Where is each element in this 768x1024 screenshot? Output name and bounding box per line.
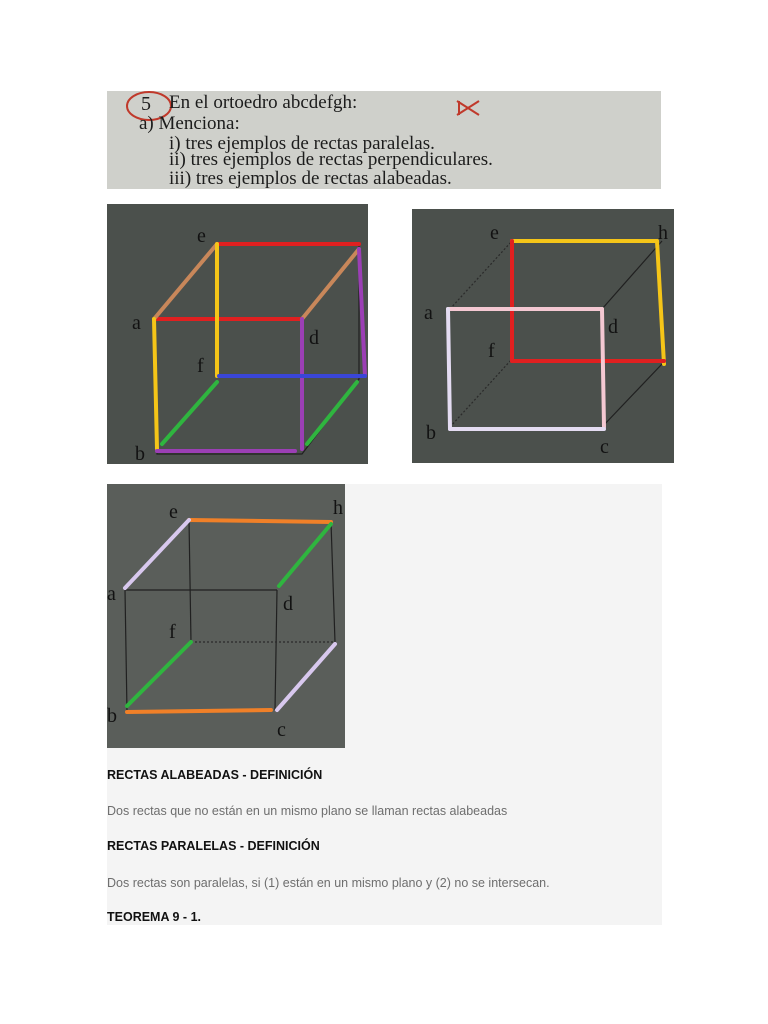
x-mark-icon	[457, 101, 479, 115]
vertex-label-c: c	[277, 719, 286, 741]
vertex-label-f: f	[169, 621, 176, 643]
exercise-line-3: i) tres ejemplos de rectas paralelas.	[169, 133, 435, 154]
exercise-scan	[107, 91, 661, 189]
vertex-label-h: h	[333, 497, 343, 519]
vertex-label-b: b	[135, 443, 145, 464]
vertex-label-c: c	[600, 436, 609, 458]
exercise-line-4: ii) tres ejemplos de rectas perpendiculares.	[169, 149, 493, 170]
heading-rectas-paralelas: RECTAS PARALELAS - DEFINICIÓN	[107, 839, 320, 853]
exercise-number: 5	[141, 93, 151, 115]
vertex-label-d: d	[309, 327, 319, 349]
vertex-label-e: e	[197, 225, 206, 247]
exercise-line-5: iii) tres ejemplos de rectas alabeadas.	[169, 168, 452, 189]
cuboid-edges	[125, 520, 335, 712]
vertex-label-e: e	[169, 501, 178, 523]
vertex-label-a: a	[424, 302, 433, 324]
vertex-label-f: f	[488, 340, 495, 362]
highlight-lines	[125, 520, 335, 712]
vertex-label-b: b	[426, 422, 436, 444]
vertex-label-a: a	[107, 583, 116, 605]
cuboid-edges	[450, 241, 662, 427]
vertex-label-d: d	[283, 593, 293, 615]
cuboid-figure-2	[412, 209, 674, 463]
paragraph-rectas-alabeadas: Dos rectas que no están en un mismo plano se llaman rectas alabeadas	[107, 804, 508, 818]
heading-rectas-alabeadas: RECTAS ALABEADAS - DEFINICIÓN	[107, 768, 323, 782]
cuboid-edges	[154, 244, 359, 454]
exercise-line-2: a) Menciona:	[139, 113, 240, 134]
vertex-label-a: a	[132, 312, 141, 334]
cuboid-figure-3	[107, 484, 345, 748]
highlight-lines	[154, 244, 365, 451]
exercise-line-1: En el ortoedro abcdefgh:	[169, 92, 358, 113]
paragraph-rectas-paralelas: Dos rectas son paralelas, si (1) están en un mismo plano y (2) no se intersecan.	[107, 876, 550, 890]
highlight-lines	[448, 241, 664, 429]
cuboid-figure-1	[107, 204, 368, 464]
vertex-label-d: d	[608, 316, 618, 338]
heading-teorema: TEOREMA 9 - 1.	[107, 910, 201, 924]
vertex-label-e: e	[490, 222, 499, 244]
vertex-label-b: b	[107, 705, 117, 727]
vertex-label-h: h	[658, 222, 668, 244]
vertex-label-f: f	[197, 355, 204, 377]
